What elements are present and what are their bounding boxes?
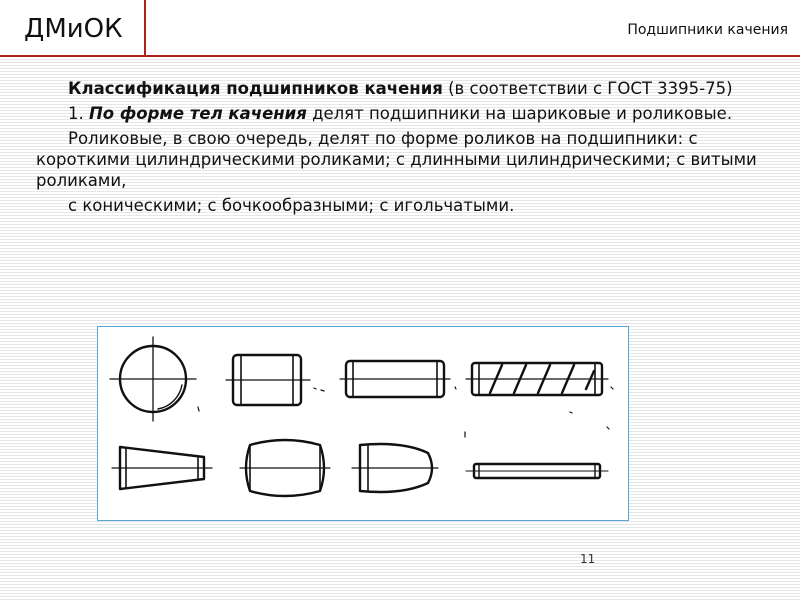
twisted-roller-icon <box>466 363 608 395</box>
gost-reference: (в соответствии с ГОСТ 3395-75) <box>442 79 733 98</box>
page-number: 11 <box>580 552 596 566</box>
tapered-roller-icon <box>112 447 212 489</box>
header-vertical-rule <box>144 0 146 57</box>
short-cylindrical-roller-icon <box>226 355 310 405</box>
ball-icon <box>110 337 196 421</box>
paragraph-roller-types: Роликовые, в свою очередь, делят по форме роликов на подшипники: с короткими цилиндрическими роликами; с длинными цилиндрическими; с витыми роликами, <box>36 129 757 190</box>
paragraph-by-shape <box>36 103 776 124</box>
spherical-roller-icon <box>352 444 438 492</box>
shape-description: делят подшипники на шариковые и роликовые. <box>306 104 733 123</box>
slide-header <box>0 0 800 57</box>
shape-criterion: По форме тел качения <box>89 104 307 123</box>
long-cylindrical-roller-icon <box>340 361 450 397</box>
barrel-roller-icon <box>240 440 330 496</box>
slide-body <box>36 78 776 220</box>
header-horizontal-rule <box>0 55 800 57</box>
section-title: Подшипники качения <box>627 22 788 38</box>
paragraph-classification <box>36 78 776 99</box>
needle-roller-icon <box>466 464 608 478</box>
classification-heading: Классификация подшипников качения <box>68 79 443 98</box>
rolling-elements-figure <box>97 326 629 521</box>
logo-text: ДМиОК <box>24 14 123 44</box>
paragraph-roller-types-cont: с коническими; с бочкообразными; с игольчатыми. <box>68 196 515 215</box>
item-number: 1. <box>68 104 89 123</box>
